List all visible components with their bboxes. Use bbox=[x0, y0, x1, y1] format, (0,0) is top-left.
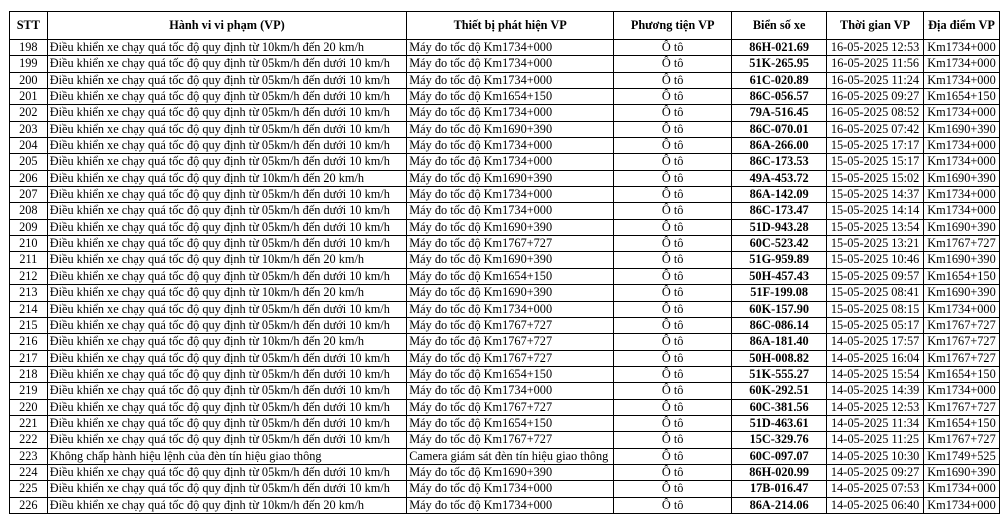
cell-vehicle: Ô tô bbox=[614, 236, 732, 252]
cell-device: Máy đo tốc độ Km1767+727 bbox=[407, 317, 614, 333]
cell-time: 14-05-2025 16:04 bbox=[827, 350, 924, 366]
table-row bbox=[10, 268, 1000, 284]
cell-location: Km1734+000 bbox=[924, 203, 1000, 219]
cell-violation: Điều khiển xe chạy quá tốc độ quy định từ 05km/h đến dưới 10 km/h bbox=[47, 219, 407, 235]
cell-plate: 15C-329.76 bbox=[732, 432, 827, 448]
cell-location: Km1767+727 bbox=[924, 432, 1000, 448]
table-row bbox=[10, 203, 1000, 219]
cell-vehicle: Ô tô bbox=[614, 481, 732, 497]
cell-time: 14-05-2025 07:53 bbox=[827, 481, 924, 497]
cell-vehicle: Ô tô bbox=[614, 138, 732, 154]
cell-location: Km1767+727 bbox=[924, 334, 1000, 350]
cell-plate: 49A-453.72 bbox=[732, 170, 827, 186]
cell-device: Máy đo tốc độ Km1690+390 bbox=[407, 170, 614, 186]
table-row bbox=[10, 72, 1000, 88]
table-row bbox=[10, 89, 1000, 105]
header-time: Thời gian VP bbox=[827, 12, 924, 40]
cell-device: Máy đo tốc độ Km1767+727 bbox=[407, 399, 614, 415]
cell-location: Km1654+150 bbox=[924, 268, 1000, 284]
cell-device: Máy đo tốc độ Km1690+390 bbox=[407, 121, 614, 137]
cell-device: Máy đo tốc độ Km1654+150 bbox=[407, 415, 614, 431]
cell-stt: 226 bbox=[10, 497, 48, 513]
cell-violation: Không chấp hành hiệu lệnh của đèn tín hiệu giao thông bbox=[47, 448, 407, 464]
cell-plate: 50H-008.82 bbox=[732, 350, 827, 366]
cell-plate: 79A-516.45 bbox=[732, 105, 827, 121]
cell-violation: Điều khiển xe chạy quá tốc độ quy định từ 10km/h đến 20 km/h bbox=[47, 170, 407, 186]
table-row bbox=[10, 56, 1000, 72]
cell-plate: 86A-214.06 bbox=[732, 497, 827, 513]
cell-plate: 60C-097.07 bbox=[732, 448, 827, 464]
cell-vehicle: Ô tô bbox=[614, 285, 732, 301]
cell-vehicle: Ô tô bbox=[614, 170, 732, 186]
cell-stt: 200 bbox=[10, 72, 48, 88]
cell-device: Máy đo tốc độ Km1734+000 bbox=[407, 72, 614, 88]
cell-vehicle: Ô tô bbox=[614, 219, 732, 235]
cell-plate: 60C-381.56 bbox=[732, 399, 827, 415]
cell-location: Km1654+150 bbox=[924, 89, 1000, 105]
cell-time: 15-05-2025 08:41 bbox=[827, 285, 924, 301]
cell-plate: 60K-157.90 bbox=[732, 301, 827, 317]
cell-device: Máy đo tốc độ Km1734+000 bbox=[407, 481, 614, 497]
cell-device: Máy đo tốc độ Km1767+727 bbox=[407, 350, 614, 366]
cell-plate: 86C-086.14 bbox=[732, 317, 827, 333]
cell-device: Máy đo tốc độ Km1767+727 bbox=[407, 334, 614, 350]
cell-device: Máy đo tốc độ Km1690+390 bbox=[407, 285, 614, 301]
cell-location: Km1767+727 bbox=[924, 236, 1000, 252]
cell-location: Km1734+000 bbox=[924, 105, 1000, 121]
cell-plate: 51K-555.27 bbox=[732, 366, 827, 382]
table-row bbox=[10, 301, 1000, 317]
cell-vehicle: Ô tô bbox=[614, 432, 732, 448]
cell-vehicle: Ô tô bbox=[614, 350, 732, 366]
cell-plate: 51F-199.08 bbox=[732, 285, 827, 301]
cell-device: Camera giám sát đèn tín hiệu giao thông bbox=[407, 448, 614, 464]
cell-device: Máy đo tốc độ Km1734+000 bbox=[407, 497, 614, 513]
cell-violation: Điều khiển xe chạy quá tốc độ quy định từ 05km/h đến dưới 10 km/h bbox=[47, 72, 407, 88]
cell-violation: Điều khiển xe chạy quá tốc độ quy định từ 05km/h đến dưới 10 km/h bbox=[47, 464, 407, 480]
table-row bbox=[10, 481, 1000, 497]
cell-time: 14-05-2025 11:25 bbox=[827, 432, 924, 448]
cell-plate: 86A-142.09 bbox=[732, 187, 827, 203]
cell-time: 16-05-2025 09:27 bbox=[827, 89, 924, 105]
table-row bbox=[10, 40, 1000, 56]
cell-location: Km1734+000 bbox=[924, 56, 1000, 72]
cell-device: Máy đo tốc độ Km1767+727 bbox=[407, 236, 614, 252]
cell-violation: Điều khiển xe chạy quá tốc độ quy định từ 05km/h đến dưới 10 km/h bbox=[47, 481, 407, 497]
cell-device: Máy đo tốc độ Km1734+000 bbox=[407, 56, 614, 72]
table-row bbox=[10, 366, 1000, 382]
cell-violation: Điều khiển xe chạy quá tốc độ quy định từ 05km/h đến dưới 10 km/h bbox=[47, 89, 407, 105]
cell-vehicle: Ô tô bbox=[614, 317, 732, 333]
cell-stt: 203 bbox=[10, 121, 48, 137]
cell-location: Km1734+000 bbox=[924, 497, 1000, 513]
cell-vehicle: Ô tô bbox=[614, 383, 732, 399]
cell-stt: 218 bbox=[10, 366, 48, 382]
cell-time: 14-05-2025 11:34 bbox=[827, 415, 924, 431]
cell-time: 16-05-2025 08:52 bbox=[827, 105, 924, 121]
cell-location: Km1749+525 bbox=[924, 448, 1000, 464]
cell-vehicle: Ô tô bbox=[614, 203, 732, 219]
cell-device: Máy đo tốc độ Km1734+000 bbox=[407, 383, 614, 399]
cell-vehicle: Ô tô bbox=[614, 89, 732, 105]
cell-plate: 51D-943.28 bbox=[732, 219, 827, 235]
cell-violation: Điều khiển xe chạy quá tốc độ quy định từ 05km/h đến dưới 10 km/h bbox=[47, 432, 407, 448]
cell-vehicle: Ô tô bbox=[614, 121, 732, 137]
cell-location: Km1690+390 bbox=[924, 121, 1000, 137]
cell-location: Km1734+000 bbox=[924, 383, 1000, 399]
cell-stt: 215 bbox=[10, 317, 48, 333]
table-row bbox=[10, 448, 1000, 464]
cell-violation: Điều khiển xe chạy quá tốc độ quy định từ 05km/h đến dưới 10 km/h bbox=[47, 301, 407, 317]
cell-vehicle: Ô tô bbox=[614, 464, 732, 480]
cell-stt: 208 bbox=[10, 203, 48, 219]
cell-stt: 202 bbox=[10, 105, 48, 121]
cell-violation: Điều khiển xe chạy quá tốc độ quy định từ 05km/h đến dưới 10 km/h bbox=[47, 121, 407, 137]
cell-stt: 210 bbox=[10, 236, 48, 252]
cell-violation: Điều khiển xe chạy quá tốc độ quy định từ 05km/h đến dưới 10 km/h bbox=[47, 268, 407, 284]
table-header bbox=[10, 12, 1000, 40]
cell-stt: 207 bbox=[10, 187, 48, 203]
cell-plate: 61C-020.89 bbox=[732, 72, 827, 88]
cell-location: Km1690+390 bbox=[924, 219, 1000, 235]
cell-location: Km1734+000 bbox=[924, 138, 1000, 154]
table-row bbox=[10, 252, 1000, 268]
violation-document bbox=[9, 11, 1000, 514]
cell-stt: 224 bbox=[10, 464, 48, 480]
cell-plate: 50H-457.43 bbox=[732, 268, 827, 284]
cell-location: Km1690+390 bbox=[924, 464, 1000, 480]
header-violation: Hành vi vi phạm (VP) bbox=[47, 12, 407, 40]
cell-time: 15-05-2025 09:57 bbox=[827, 268, 924, 284]
cell-vehicle: Ô tô bbox=[614, 187, 732, 203]
cell-plate: 86A-181.40 bbox=[732, 334, 827, 350]
table-row bbox=[10, 497, 1000, 513]
cell-violation: Điều khiển xe chạy quá tốc độ quy định từ 10km/h đến 20 km/h bbox=[47, 497, 407, 513]
cell-violation: Điều khiển xe chạy quá tốc độ quy định từ 05km/h đến dưới 10 km/h bbox=[47, 366, 407, 382]
table-row bbox=[10, 285, 1000, 301]
cell-location: Km1734+000 bbox=[924, 154, 1000, 170]
cell-violation: Điều khiển xe chạy quá tốc độ quy định từ 05km/h đến dưới 10 km/h bbox=[47, 187, 407, 203]
cell-device: Máy đo tốc độ Km1734+000 bbox=[407, 105, 614, 121]
cell-time: 15-05-2025 13:54 bbox=[827, 219, 924, 235]
cell-stt: 212 bbox=[10, 268, 48, 284]
cell-time: 14-05-2025 15:54 bbox=[827, 366, 924, 382]
cell-plate: 60C-523.42 bbox=[732, 236, 827, 252]
cell-time: 16-05-2025 07:42 bbox=[827, 121, 924, 137]
cell-violation: Điều khiển xe chạy quá tốc độ quy định từ 05km/h đến dưới 10 km/h bbox=[47, 415, 407, 431]
cell-vehicle: Ô tô bbox=[614, 399, 732, 415]
cell-violation: Điều khiển xe chạy quá tốc độ quy định từ 05km/h đến dưới 10 km/h bbox=[47, 236, 407, 252]
table-row bbox=[10, 187, 1000, 203]
cell-violation: Điều khiển xe chạy quá tốc độ quy định từ 05km/h đến dưới 10 km/h bbox=[47, 138, 407, 154]
cell-stt: 209 bbox=[10, 219, 48, 235]
cell-violation: Điều khiển xe chạy quá tốc độ quy định từ 05km/h đến dưới 10 km/h bbox=[47, 317, 407, 333]
cell-location: Km1767+727 bbox=[924, 399, 1000, 415]
cell-stt: 206 bbox=[10, 170, 48, 186]
cell-device: Máy đo tốc độ Km1654+150 bbox=[407, 89, 614, 105]
cell-vehicle: Ô tô bbox=[614, 105, 732, 121]
cell-vehicle: Ô tô bbox=[614, 366, 732, 382]
cell-plate: 51D-463.61 bbox=[732, 415, 827, 431]
cell-device: Máy đo tốc độ Km1734+000 bbox=[407, 40, 614, 56]
cell-location: Km1690+390 bbox=[924, 252, 1000, 268]
table-row bbox=[10, 334, 1000, 350]
cell-plate: 86C-056.57 bbox=[732, 89, 827, 105]
cell-violation: Điều khiển xe chạy quá tốc độ quy định từ 10km/h đến 20 km/h bbox=[47, 40, 407, 56]
cell-time: 15-05-2025 10:46 bbox=[827, 252, 924, 268]
cell-stt: 201 bbox=[10, 89, 48, 105]
table-row bbox=[10, 105, 1000, 121]
table-row bbox=[10, 154, 1000, 170]
cell-device: Máy đo tốc độ Km1690+390 bbox=[407, 252, 614, 268]
cell-location: Km1654+150 bbox=[924, 366, 1000, 382]
cell-location: Km1654+150 bbox=[924, 415, 1000, 431]
violation-table bbox=[9, 11, 1000, 514]
cell-time: 15-05-2025 14:14 bbox=[827, 203, 924, 219]
header-location: Địa điểm VP bbox=[924, 12, 1000, 40]
cell-time: 15-05-2025 17:17 bbox=[827, 138, 924, 154]
cell-device: Máy đo tốc độ Km1767+727 bbox=[407, 432, 614, 448]
cell-location: Km1690+390 bbox=[924, 170, 1000, 186]
cell-stt: 217 bbox=[10, 350, 48, 366]
cell-location: Km1734+000 bbox=[924, 40, 1000, 56]
cell-time: 14-05-2025 12:53 bbox=[827, 399, 924, 415]
table-row bbox=[10, 138, 1000, 154]
cell-location: Km1734+000 bbox=[924, 481, 1000, 497]
cell-vehicle: Ô tô bbox=[614, 497, 732, 513]
table-body bbox=[10, 40, 1000, 514]
cell-stt: 222 bbox=[10, 432, 48, 448]
cell-stt: 225 bbox=[10, 481, 48, 497]
cell-violation: Điều khiển xe chạy quá tốc độ quy định từ 05km/h đến dưới 10 km/h bbox=[47, 154, 407, 170]
cell-device: Máy đo tốc độ Km1734+000 bbox=[407, 138, 614, 154]
cell-violation: Điều khiển xe chạy quá tốc độ quy định từ 10km/h đến 20 km/h bbox=[47, 252, 407, 268]
cell-time: 15-05-2025 14:37 bbox=[827, 187, 924, 203]
cell-violation: Điều khiển xe chạy quá tốc độ quy định từ 05km/h đến dưới 10 km/h bbox=[47, 383, 407, 399]
header-device: Thiết bị phát hiện VP bbox=[407, 12, 614, 40]
cell-vehicle: Ô tô bbox=[614, 56, 732, 72]
cell-plate: 51G-959.89 bbox=[732, 252, 827, 268]
cell-time: 16-05-2025 12:53 bbox=[827, 40, 924, 56]
cell-plate: 51K-265.95 bbox=[732, 56, 827, 72]
table-row bbox=[10, 464, 1000, 480]
cell-device: Máy đo tốc độ Km1654+150 bbox=[407, 268, 614, 284]
cell-violation: Điều khiển xe chạy quá tốc độ quy định từ 10km/h đến 20 km/h bbox=[47, 285, 407, 301]
cell-violation: Điều khiển xe chạy quá tốc độ quy định từ 10km/h đến 20 km/h bbox=[47, 334, 407, 350]
cell-stt: 211 bbox=[10, 252, 48, 268]
cell-device: Máy đo tốc độ Km1734+000 bbox=[407, 301, 614, 317]
cell-plate: 86H-020.99 bbox=[732, 464, 827, 480]
cell-stt: 213 bbox=[10, 285, 48, 301]
cell-stt: 205 bbox=[10, 154, 48, 170]
cell-stt: 214 bbox=[10, 301, 48, 317]
cell-device: Máy đo tốc độ Km1734+000 bbox=[407, 187, 614, 203]
cell-violation: Điều khiển xe chạy quá tốc độ quy định từ 05km/h đến dưới 10 km/h bbox=[47, 56, 407, 72]
cell-stt: 199 bbox=[10, 56, 48, 72]
cell-device: Máy đo tốc độ Km1734+000 bbox=[407, 203, 614, 219]
cell-time: 14-05-2025 14:39 bbox=[827, 383, 924, 399]
cell-time: 16-05-2025 11:24 bbox=[827, 72, 924, 88]
header-plate: Biển số xe bbox=[732, 12, 827, 40]
cell-plate: 86A-266.00 bbox=[732, 138, 827, 154]
cell-location: Km1734+000 bbox=[924, 72, 1000, 88]
cell-time: 15-05-2025 08:15 bbox=[827, 301, 924, 317]
cell-violation: Điều khiển xe chạy quá tốc độ quy định từ 05km/h đến dưới 10 km/h bbox=[47, 399, 407, 415]
cell-vehicle: Ô tô bbox=[614, 301, 732, 317]
table-row bbox=[10, 236, 1000, 252]
cell-location: Km1767+727 bbox=[924, 317, 1000, 333]
cell-time: 14-05-2025 06:40 bbox=[827, 497, 924, 513]
cell-vehicle: Ô tô bbox=[614, 448, 732, 464]
cell-vehicle: Ô tô bbox=[614, 40, 732, 56]
table-row bbox=[10, 383, 1000, 399]
cell-time: 14-05-2025 17:57 bbox=[827, 334, 924, 350]
cell-time: 15-05-2025 13:21 bbox=[827, 236, 924, 252]
cell-plate: 86C-173.53 bbox=[732, 154, 827, 170]
cell-location: Km1767+727 bbox=[924, 350, 1000, 366]
table-row bbox=[10, 317, 1000, 333]
cell-plate: 86C-173.47 bbox=[732, 203, 827, 219]
cell-location: Km1734+000 bbox=[924, 301, 1000, 317]
cell-vehicle: Ô tô bbox=[614, 154, 732, 170]
table-row bbox=[10, 432, 1000, 448]
cell-vehicle: Ô tô bbox=[614, 334, 732, 350]
table-row bbox=[10, 399, 1000, 415]
cell-location: Km1690+390 bbox=[924, 285, 1000, 301]
cell-stt: 221 bbox=[10, 415, 48, 431]
cell-stt: 219 bbox=[10, 383, 48, 399]
cell-vehicle: Ô tô bbox=[614, 252, 732, 268]
cell-stt: 220 bbox=[10, 399, 48, 415]
cell-stt: 198 bbox=[10, 40, 48, 56]
table-row bbox=[10, 415, 1000, 431]
cell-stt: 204 bbox=[10, 138, 48, 154]
table-row bbox=[10, 121, 1000, 137]
cell-time: 14-05-2025 10:30 bbox=[827, 448, 924, 464]
cell-time: 16-05-2025 11:56 bbox=[827, 56, 924, 72]
cell-plate: 60K-292.51 bbox=[732, 383, 827, 399]
cell-violation: Điều khiển xe chạy quá tốc độ quy định từ 05km/h đến dưới 10 km/h bbox=[47, 350, 407, 366]
cell-time: 15-05-2025 15:17 bbox=[827, 154, 924, 170]
cell-device: Máy đo tốc độ Km1734+000 bbox=[407, 154, 614, 170]
cell-violation: Điều khiển xe chạy quá tốc độ quy định từ 05km/h đến dưới 10 km/h bbox=[47, 105, 407, 121]
table-row bbox=[10, 170, 1000, 186]
cell-violation: Điều khiển xe chạy quá tốc độ quy định từ 05km/h đến dưới 10 km/h bbox=[47, 203, 407, 219]
header-stt: STT bbox=[10, 12, 48, 40]
cell-device: Máy đo tốc độ Km1654+150 bbox=[407, 366, 614, 382]
cell-vehicle: Ô tô bbox=[614, 415, 732, 431]
cell-time: 14-05-2025 09:27 bbox=[827, 464, 924, 480]
cell-device: Máy đo tốc độ Km1690+390 bbox=[407, 219, 614, 235]
cell-device: Máy đo tốc độ Km1690+390 bbox=[407, 464, 614, 480]
table-row bbox=[10, 219, 1000, 235]
cell-stt: 223 bbox=[10, 448, 48, 464]
cell-vehicle: Ô tô bbox=[614, 72, 732, 88]
table-row bbox=[10, 350, 1000, 366]
cell-time: 15-05-2025 05:17 bbox=[827, 317, 924, 333]
cell-vehicle: Ô tô bbox=[614, 268, 732, 284]
cell-plate: 86C-070.01 bbox=[732, 121, 827, 137]
header-vehicle: Phương tiện VP bbox=[614, 12, 732, 40]
cell-location: Km1734+000 bbox=[924, 187, 1000, 203]
cell-time: 15-05-2025 15:02 bbox=[827, 170, 924, 186]
cell-plate: 86H-021.69 bbox=[732, 40, 827, 56]
cell-plate: 17B-016.47 bbox=[732, 481, 827, 497]
cell-stt: 216 bbox=[10, 334, 48, 350]
